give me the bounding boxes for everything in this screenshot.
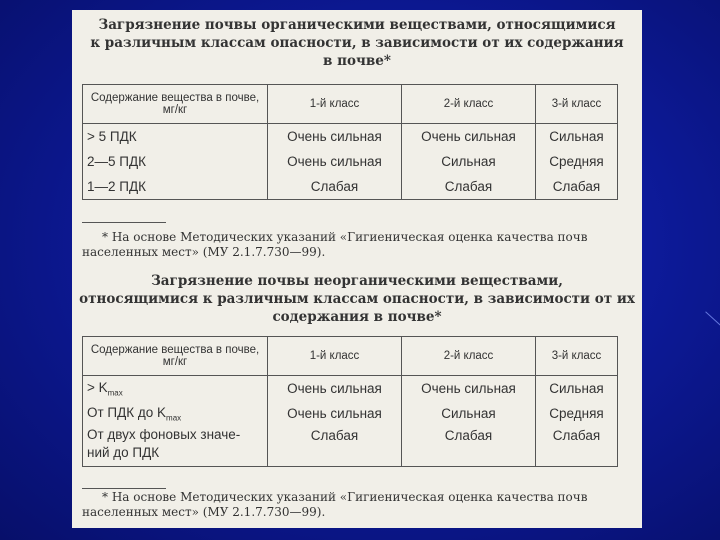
- table2-header-class1: 1-й класс: [268, 337, 402, 376]
- document-page: [72, 10, 642, 528]
- table2-header-row: [83, 337, 618, 376]
- table-row: [83, 401, 618, 426]
- cell: Очень сильная: [402, 376, 536, 402]
- table-row: [83, 149, 618, 174]
- table-row: [83, 426, 618, 467]
- cell: Слабая: [402, 174, 536, 200]
- table2-title-line: Загрязнение почвы неорганическими веществами,: [151, 273, 563, 289]
- footnote-line: населенных мест» (МУ 2.1.7.730—99).: [82, 245, 326, 259]
- cell: Очень сильная: [402, 124, 536, 150]
- cell: Слабая: [268, 426, 402, 467]
- table2-footnote: [82, 490, 620, 520]
- cell: Очень сильная: [268, 401, 402, 426]
- row-label: [83, 426, 268, 467]
- row-label: 1—2 ПДК: [83, 174, 268, 200]
- table1-header-class2: 2-й класс: [402, 85, 536, 124]
- cell: Слабая: [536, 426, 618, 467]
- footnote-separator: [82, 488, 166, 489]
- slide-scratch-mark: [705, 311, 720, 325]
- row-label-line: ний до ПДК: [87, 445, 160, 460]
- cell: Средняя: [536, 401, 618, 426]
- table-row: [83, 124, 618, 150]
- table1-footnote: [82, 230, 620, 260]
- table2-title-line: относящимися к различным классам опасности, в зависимости от их: [79, 291, 635, 307]
- table1: [82, 84, 618, 200]
- row-label-line: От двух фоновых значе-: [87, 427, 241, 442]
- cell: Сильная: [536, 124, 618, 150]
- table1-title: [72, 16, 642, 70]
- cell: Слабая: [402, 426, 536, 467]
- cell: Сильная: [536, 376, 618, 402]
- row-label-sub: max: [166, 413, 182, 423]
- footnote-separator: [82, 222, 166, 223]
- table2-header-content: Содержание вещества в почве, мг/кг: [83, 337, 268, 376]
- table2-header-class3: 3-й класс: [536, 337, 618, 376]
- row-label-main: > K: [87, 379, 108, 395]
- table2-header-class2: 2-й класс: [402, 337, 536, 376]
- footnote-line: * На основе Методических указаний «Гигиеническая оценка качества почв: [102, 490, 588, 504]
- row-label: > 5 ПДК: [83, 124, 268, 150]
- cell: Сильная: [402, 149, 536, 174]
- row-label: 2—5 ПДК: [83, 149, 268, 174]
- cell: Слабая: [536, 174, 618, 200]
- cell: Сильная: [402, 401, 536, 426]
- cell: Очень сильная: [268, 124, 402, 150]
- table1-header-class3: 3-й класс: [536, 85, 618, 124]
- table2: [82, 336, 618, 467]
- table1-header-content: Содержание вещества в почве, мг/кг: [83, 85, 268, 124]
- table2-title-line: содержания в почве*: [272, 309, 442, 325]
- row-label: [83, 401, 268, 426]
- table1-title-line: в почве*: [323, 53, 391, 69]
- table1-header-row: [83, 85, 618, 124]
- table2-title: [72, 272, 642, 326]
- footnote-line: населенных мест» (МУ 2.1.7.730—99).: [82, 505, 326, 519]
- row-label: [83, 376, 268, 402]
- cell: Очень сильная: [268, 376, 402, 402]
- row-label-sub: max: [107, 388, 123, 398]
- table-row: [83, 174, 618, 200]
- row-label-main: От ПДК до K: [87, 404, 167, 420]
- table1-title-line: к различным классам опасности, в зависимости от их содержания: [90, 35, 624, 51]
- cell: Слабая: [268, 174, 402, 200]
- table1-title-line: Загрязнение почвы органическими веществами, относящимися: [98, 17, 616, 33]
- footnote-line: * На основе Методических указаний «Гигиеническая оценка качества почв: [102, 230, 588, 244]
- cell: Очень сильная: [268, 149, 402, 174]
- cell: Средняя: [536, 149, 618, 174]
- table1-header-class1: 1-й класс: [268, 85, 402, 124]
- table-row: [83, 376, 618, 402]
